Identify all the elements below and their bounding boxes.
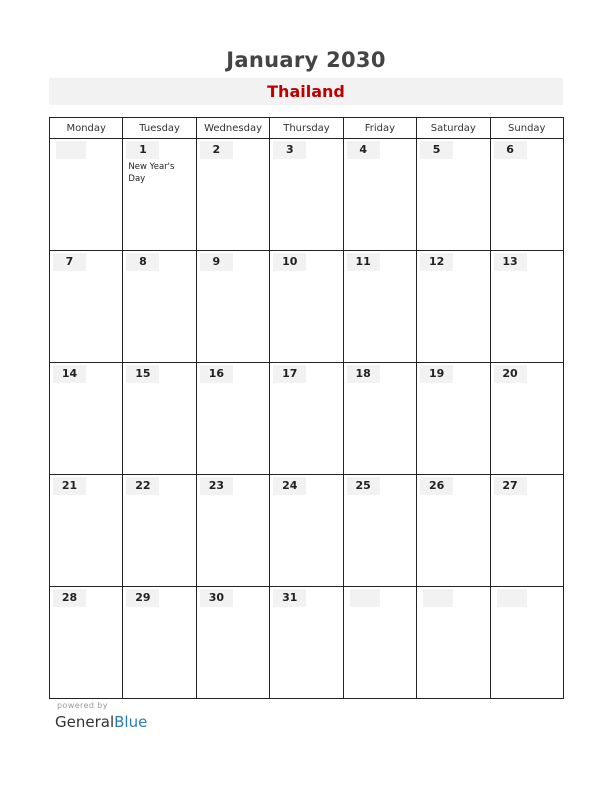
day-cell bbox=[123, 139, 196, 251]
day-cell bbox=[196, 251, 269, 363]
calendar-grid bbox=[49, 117, 564, 699]
day-cell bbox=[270, 363, 343, 475]
day-number: 24 bbox=[273, 477, 306, 495]
day-cell bbox=[270, 587, 343, 699]
day-number: 11 bbox=[347, 253, 380, 271]
day-cell bbox=[490, 139, 563, 251]
day-number: 13 bbox=[494, 253, 527, 271]
day-number bbox=[423, 589, 453, 607]
weekday-header-row bbox=[50, 118, 564, 139]
day-number: 2 bbox=[200, 141, 233, 159]
weekday-header: Thursday bbox=[270, 118, 343, 139]
day-number: 10 bbox=[273, 253, 306, 271]
day-cell bbox=[270, 139, 343, 251]
weekday-header: Monday bbox=[50, 118, 123, 139]
week-row bbox=[50, 475, 564, 587]
weekday-header: Friday bbox=[343, 118, 416, 139]
day-number: 1 bbox=[126, 141, 159, 159]
day-cell bbox=[196, 363, 269, 475]
week-row bbox=[50, 587, 564, 699]
day-number bbox=[497, 589, 527, 607]
day-number bbox=[56, 141, 86, 159]
week-row bbox=[50, 139, 564, 251]
day-cell bbox=[270, 475, 343, 587]
day-cell bbox=[417, 587, 490, 699]
week-row bbox=[50, 251, 564, 363]
day-cell bbox=[490, 251, 563, 363]
day-number: 3 bbox=[273, 141, 306, 159]
day-cell bbox=[490, 475, 563, 587]
day-number: 23 bbox=[200, 477, 233, 495]
day-number: 27 bbox=[494, 477, 527, 495]
day-number: 25 bbox=[347, 477, 380, 495]
day-number: 16 bbox=[200, 365, 233, 383]
day-cell bbox=[123, 251, 196, 363]
day-cell bbox=[417, 139, 490, 251]
day-cell bbox=[343, 251, 416, 363]
weekday-header: Wednesday bbox=[196, 118, 269, 139]
day-number: 14 bbox=[53, 365, 86, 383]
day-number: 8 bbox=[126, 253, 159, 271]
day-cell bbox=[123, 475, 196, 587]
day-cell bbox=[490, 363, 563, 475]
day-cell bbox=[343, 139, 416, 251]
country-name: Thailand bbox=[267, 82, 345, 101]
day-number: 17 bbox=[273, 365, 306, 383]
day-cell bbox=[50, 251, 123, 363]
day-cell bbox=[270, 251, 343, 363]
day-number: 19 bbox=[420, 365, 453, 383]
day-number: 22 bbox=[126, 477, 159, 495]
day-cell bbox=[417, 475, 490, 587]
day-number: 12 bbox=[420, 253, 453, 271]
day-number: 5 bbox=[420, 141, 453, 159]
day-number: 21 bbox=[53, 477, 86, 495]
brand-general-text: General bbox=[55, 713, 115, 731]
day-number: 31 bbox=[273, 589, 306, 607]
day-number: 28 bbox=[53, 589, 86, 607]
day-number: 6 bbox=[494, 141, 527, 159]
powered-by-label: powered by bbox=[57, 701, 108, 710]
day-number bbox=[350, 589, 380, 607]
day-cell bbox=[50, 139, 123, 251]
day-cell bbox=[343, 475, 416, 587]
day-cell bbox=[50, 587, 123, 699]
calendar-title: January 2030 bbox=[226, 48, 386, 72]
day-cell bbox=[123, 363, 196, 475]
day-cell bbox=[417, 363, 490, 475]
day-number: 20 bbox=[494, 365, 527, 383]
weekday-header: Sunday bbox=[490, 118, 563, 139]
brand-blue-text: Blue bbox=[114, 713, 148, 731]
day-number: 30 bbox=[200, 589, 233, 607]
day-cell bbox=[343, 363, 416, 475]
day-cell bbox=[196, 475, 269, 587]
holiday-label: New Year's Day bbox=[128, 162, 175, 184]
day-cell bbox=[50, 363, 123, 475]
day-cell bbox=[50, 475, 123, 587]
day-cell bbox=[196, 139, 269, 251]
day-number: 4 bbox=[347, 141, 380, 159]
weekday-header: Saturday bbox=[417, 118, 490, 139]
generalblue-logo[interactable] bbox=[55, 713, 147, 731]
country-banner bbox=[49, 78, 563, 105]
day-cell bbox=[417, 251, 490, 363]
day-cell bbox=[123, 587, 196, 699]
weekday-header: Tuesday bbox=[123, 118, 196, 139]
day-number: 26 bbox=[420, 477, 453, 495]
day-number: 29 bbox=[126, 589, 159, 607]
day-cell bbox=[196, 587, 269, 699]
week-row bbox=[50, 363, 564, 475]
day-number: 18 bbox=[347, 365, 380, 383]
day-number: 7 bbox=[53, 253, 86, 271]
day-number: 15 bbox=[126, 365, 159, 383]
day-number: 9 bbox=[200, 253, 233, 271]
day-cell bbox=[343, 587, 416, 699]
day-cell bbox=[490, 587, 563, 699]
